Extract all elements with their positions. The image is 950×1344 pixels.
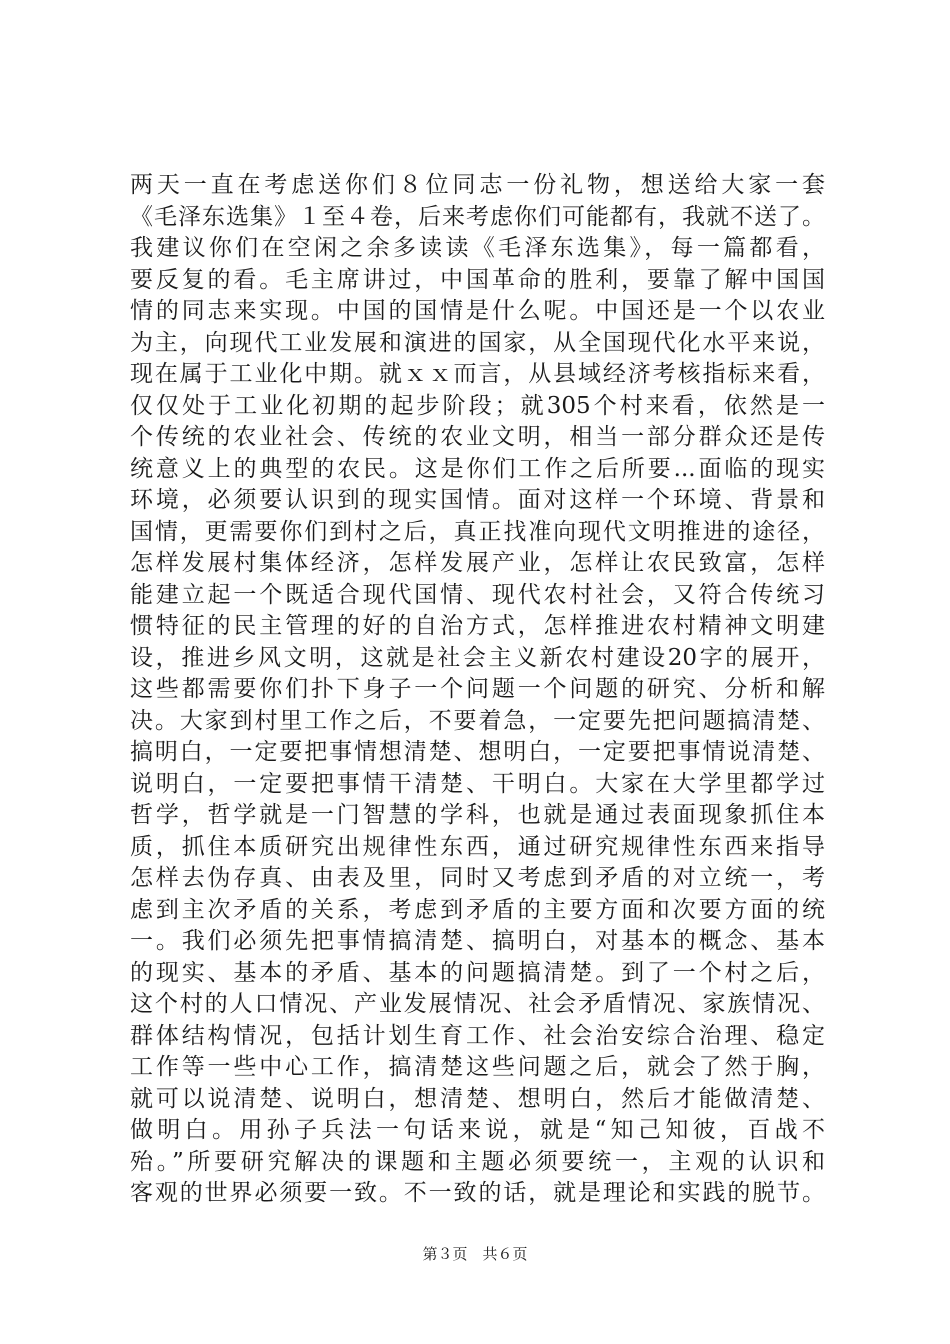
body-text bbox=[130, 170, 825, 1210]
text-line: 殆。”所要研究解决的课题和主题必须要统一，主观的认识和 bbox=[130, 1148, 825, 1175]
text-line: 质，抓住本质研究出规律性东西，通过研究规律性东西来指导 bbox=[130, 833, 825, 860]
text-line: 的现实、基本的矛盾、基本的问题搞清楚。到了一个村之后， bbox=[130, 959, 825, 986]
text-line: 哲学，哲学就是一门智慧的学科，也就是通过表面现象抓住本 bbox=[130, 802, 825, 828]
text-line: 我建议你们在空闲之余多读读《毛泽东选集》，每一篇都看， bbox=[130, 235, 825, 261]
text-line: 环境，必须要认识到的现实国情。面对这样一个环境、背景和 bbox=[130, 487, 825, 513]
text-line: 搞明白，一定要把事情想清楚、想明白，一定要把事情说清楚、 bbox=[130, 739, 825, 765]
text-line: 能建立起一个既适合现代国情、现代农村社会，又符合传统习 bbox=[130, 581, 825, 608]
text-line: 这个村的人口情况、产业发展情况、社会矛盾情况、家族情况、 bbox=[130, 991, 825, 1017]
text-line: 个传统的农业社会、传统的农业文明，相当一部分群众还是传 bbox=[130, 424, 825, 450]
text-line: 设，推进乡风文明，这就是社会主义新农村建设20字的展开， bbox=[130, 644, 825, 671]
text-line: 一。我们必须先把事情搞清楚、搞明白，对基本的概念、基本 bbox=[130, 928, 825, 954]
text-line: 惯特征的民主管理的好的自治方式，怎样推进农村精神文明建 bbox=[130, 613, 825, 639]
page-footer: 第３页 共６页 bbox=[422, 1245, 528, 1263]
text-line: 说明白，一定要把事情干清楚、干明白。大家在大学里都学过 bbox=[130, 770, 825, 797]
text-line: 这些都需要你们扑下身子一个问题一个问题的研究、分析和解 bbox=[130, 676, 825, 702]
text-line: 做明白。用孙子兵法一句话来说，就是“知己知彼，百战不 bbox=[130, 1117, 825, 1143]
text-line: 两天一直在考虑送你们８位同志一份礼物，想送给大家一套 bbox=[130, 172, 825, 198]
text-line: 情的同志来实现。中国的国情是什么呢。中国还是一个以农业 bbox=[130, 298, 825, 324]
text-line: 仅仅处于工业化初期的起步阶段；就305个村来看，依然是一 bbox=[130, 392, 825, 419]
text-line: 就可以说清楚、说明白，想清楚、想明白，然后才能做清楚、 bbox=[130, 1085, 825, 1112]
text-line: 怎样发展村集体经济，怎样发展产业，怎样让农民致富，怎样 bbox=[130, 550, 825, 576]
text-line: 为主，向现代工业发展和演进的国家，从全国现代化水平来说， bbox=[130, 329, 825, 356]
text-line: 虑到主次矛盾的关系，考虑到矛盾的主要方面和次要方面的统 bbox=[130, 896, 825, 923]
text-line: 群体结构情况，包括计划生育工作、社会治安综合治理、稳定 bbox=[130, 1022, 825, 1049]
text-line: 国情，更需要你们到村之后，真正找准向现代文明推进的途径， bbox=[130, 518, 825, 545]
text-line: 怎样去伪存真、由表及里，同时又考虑到矛盾的对立统一，考 bbox=[130, 865, 825, 891]
text-line: 统意义上的典型的农民。这是你们工作之后所要...面临的现实 bbox=[130, 455, 825, 482]
text-line: 决。大家到村里工作之后，不要着急，一定要先把问题搞清楚、 bbox=[130, 707, 825, 734]
text-line: 工作等一些中心工作，搞清楚这些问题之后，就会了然于胸， bbox=[130, 1054, 825, 1080]
text-line: 要反复的看。毛主席讲过，中国革命的胜利，要靠了解中国国 bbox=[130, 266, 825, 293]
text-line: 《毛泽东选集》１至４卷，后来考虑你们可能都有，我就不送了。 bbox=[130, 203, 825, 230]
text-line: 客观的世界必须要一致。不一致的话，就是理论和实践的脱节。 bbox=[130, 1180, 825, 1206]
text-line: 现在属于工业化中期。就ｘｘ而言，从县域经济考核指标来看， bbox=[130, 361, 825, 387]
